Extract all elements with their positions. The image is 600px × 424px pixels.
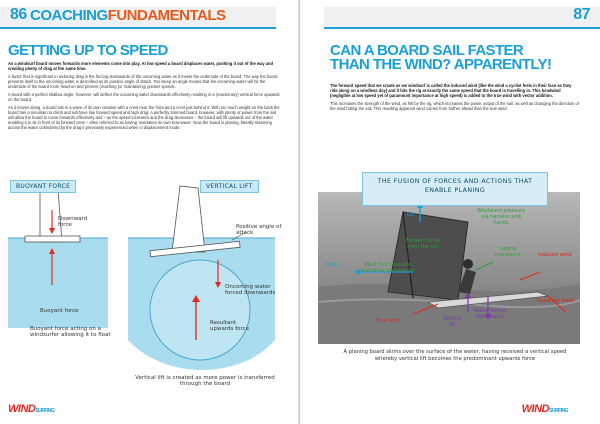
section-title-part-b: FUNDAMENTALS: [107, 7, 226, 24]
lead-paragraph: As a windsurf board moves forwards more elements come into play. At low speed a board displaces water, pushing it out of the way and creating plenty of drag at the same time.: [8, 61, 274, 72]
article-heading: CAN A BOARD SAIL FASTER THAN THE WIND? APPARENTLY!: [330, 42, 552, 73]
article-body: [330, 83, 580, 114]
body-paragraph: A factor that is significant in reducing drag is the forcing downwards of the oncoming water as it meets the underside of the board. The way the board presents itself to the oncoming water is described as its positive angle of attack. Too steep an angle means that the oncoming water will hit the underside of the board more head-on and prevent (reaching (or maintaining) greater speeds.: [8, 73, 278, 90]
article-body: [8, 61, 280, 133]
photo-caption: A planing board skims over the surface of the water, having received a vertical speed whereby vertical lift becomes the predominant upwards force: [343, 349, 567, 362]
vertical-lift-label: VERTICAL LIFT: [200, 180, 259, 193]
photo-banner: THE FUSION OF FORCES AND ACTIONS THAT ENABLE PLANING: [362, 172, 548, 206]
vertical-lift-caption: Vertical lift is created as more power is transferred through the board: [135, 375, 275, 387]
drag-annotation: Drag: [324, 262, 338, 268]
page-header: [324, 7, 600, 29]
oncoming-water-label: Oncoming water forced downwards: [225, 284, 276, 296]
lift-annotation: Lift: [407, 212, 415, 218]
section-title: [30, 7, 226, 24]
right-page: [300, 0, 600, 424]
resultant-force-label: Resultant upwards force: [210, 320, 249, 332]
induced-wind-annotation: Induced wind: [538, 252, 572, 258]
body-paragraph: A board with a perfect shallow angle, however, will deflect the oncoming water downwards effectively resulting in a (reactionary) vertical force upwards on the board.: [8, 91, 280, 102]
forward-drive-annotation: Forward drive from the sail: [405, 238, 441, 250]
windward-pressure-annotation: Windward pressure via harness and hands: [476, 208, 526, 226]
brand-logo: WINDSURFING: [521, 403, 568, 415]
section-title-part-a: COACHING: [30, 7, 108, 24]
article-heading: GETTING UP TO SPEED: [8, 42, 168, 59]
positive-angle-label: Positive angle of attack: [236, 224, 282, 236]
sail-shape: [172, 186, 205, 252]
body-paragraph: As it moves along, a board sits in a wave of its own creation with a crest near the front and a crest just behind it. With too much weight on the back the board has a mountain to climb and will have low forward speed and high drag. A perfectly trimmed board, however, with plenty of power from the sail will allow the board to move forwards effectively and – as the speed increases and the drag decreases – the board will lift upwards out of the water enabling it to sit in front of its forward crest – often referred to as having 'overtaken its own bow-wave'. Now the board is planing, literally skimming across the water unhindered by the drag it previously experienced when in displacement mode.: [8, 104, 280, 131]
true-wind-annotation: True wind: [375, 318, 401, 324]
body-paragraph: This increases the strength of the wind, as felt by the rig, which increases the power output of the sail, as well as changing the direction of the wind hitting the sail. This resulting apparent wind comes from further ahead than the true wind.: [330, 101, 579, 112]
sail-shape: [40, 188, 62, 242]
mast-foot-annotation: Mast foot pressure and drive from the fin: [360, 262, 416, 274]
forces-diagram: [0, 180, 290, 390]
vertical-lift-annotation: Vertical lift: [442, 316, 462, 328]
downward-force-label: Downward force: [58, 216, 88, 228]
page-number: 86: [10, 6, 27, 23]
buoyant-force-caption: Buoyant force acting on a windsurfer allowing it to float: [30, 326, 111, 338]
page-number: 87: [573, 6, 590, 23]
board-shape: [25, 236, 80, 242]
apparent-wind-annotation: Apparent wind: [536, 298, 574, 304]
buoyant-force-arrow-label: Buoyant force: [40, 308, 79, 314]
lateral-resistance-annotation: Lateral resistance: [495, 246, 521, 258]
lead-paragraph: The forward speed that we create as we windsurf is called the induced wind (like the wind a cyclist feels in their face as they ride along on a windless day) and it hits the rig at exactly the same speed that the board is travelling in. This headwind (negligible at low speed yet of paramount importance at high speed) is added to the true wind with vector addition.: [330, 83, 572, 99]
water-area: [8, 238, 108, 328]
buoyant-force-label: BUOYANT FORCE: [10, 180, 76, 193]
water-forced-annotation: Water forced downwards: [473, 308, 507, 320]
brand-logo: WINDSURFING: [8, 403, 55, 415]
lift-circle: [150, 260, 250, 360]
